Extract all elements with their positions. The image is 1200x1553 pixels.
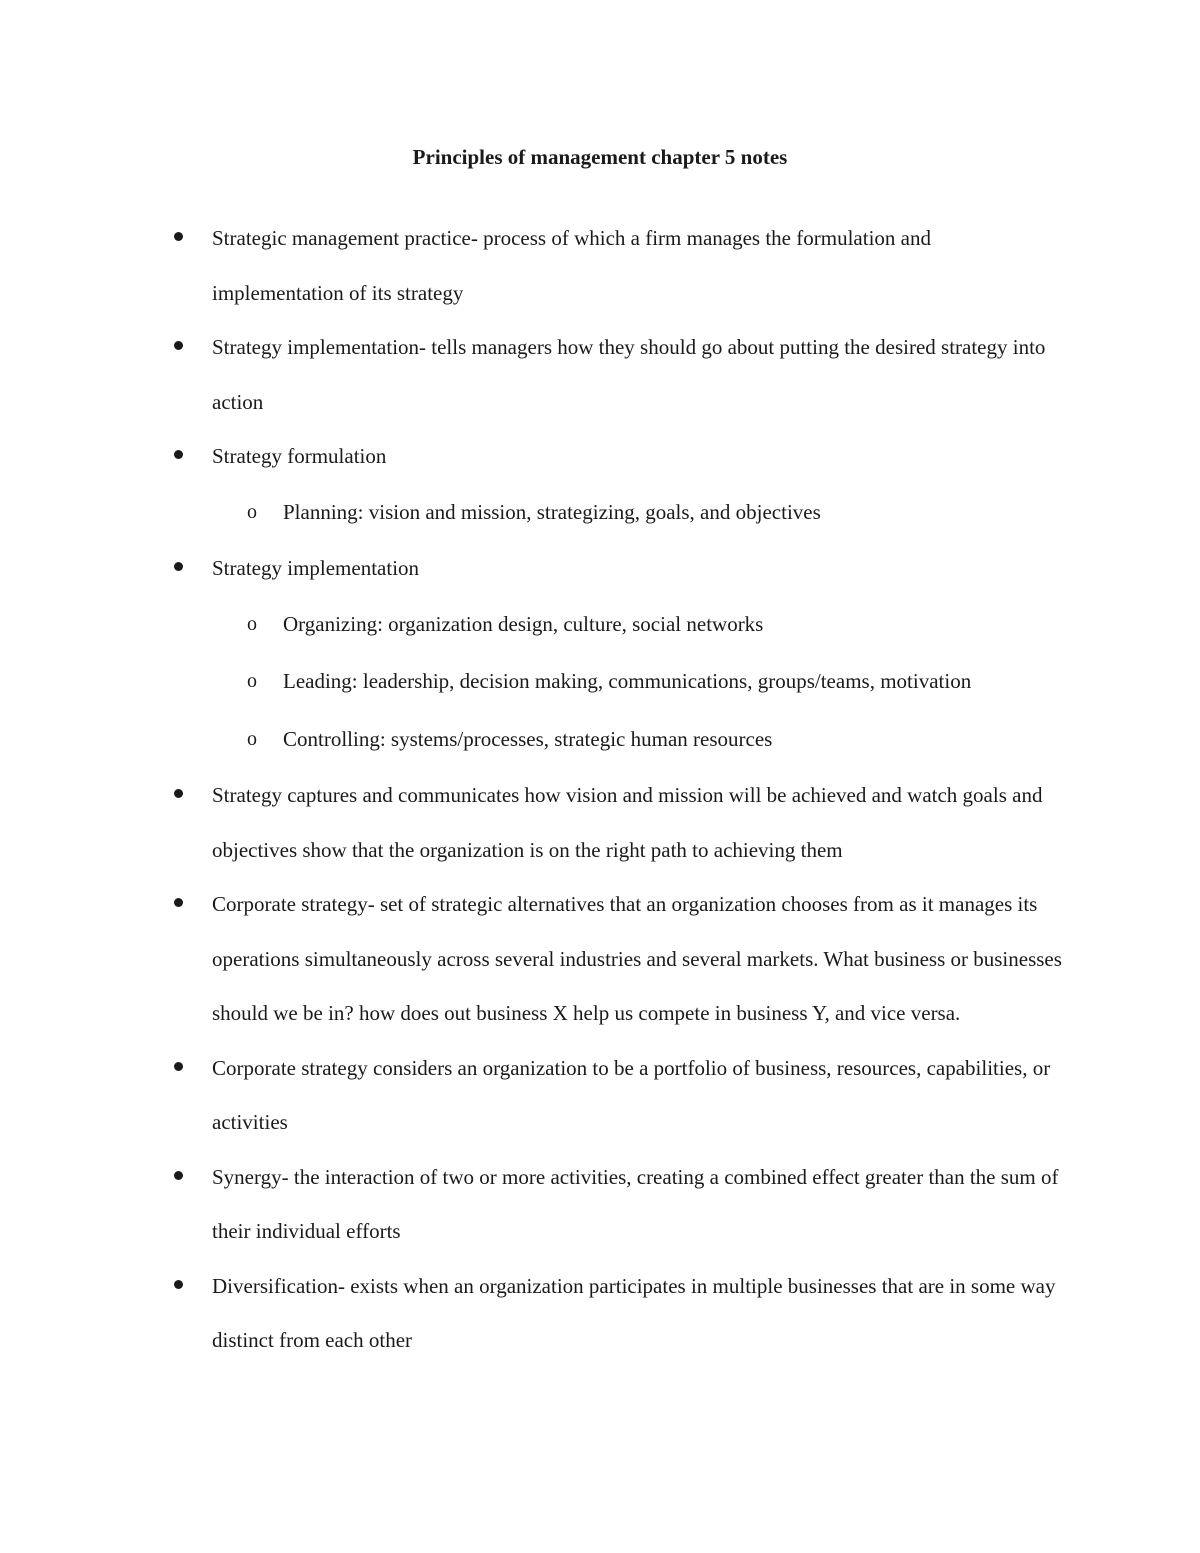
sub-list-item: [0, 596, 1200, 654]
sub-list-item-text: Planning: vision and mission, strategizing, goals, and objectives: [283, 499, 821, 524]
circle-bullet-icon: o: [247, 670, 257, 692]
list-item: [0, 320, 1200, 429]
bullet-icon: [174, 898, 183, 907]
list-item: [0, 211, 1200, 320]
sub-list-item: [0, 653, 1200, 711]
list-item-text: Strategy formulation: [212, 444, 387, 468]
list-item-text: Corporate strategy considers an organization to be a portfolio of business, resources, capabilities, or activities: [212, 1055, 1051, 1134]
bullet-icon: [174, 562, 183, 571]
circle-bullet-icon: o: [247, 500, 257, 523]
bullet-icon: [174, 789, 183, 798]
list-item-text: Strategic management practice- process of which a firm manages the formulation and implementation of its strategy: [212, 226, 931, 305]
sub-list-item-text: Controlling: systems/processes, strategic human resources: [283, 726, 773, 751]
list-item-text: Strategy implementation: [212, 556, 420, 580]
list-item: [0, 1259, 1200, 1368]
sub-list-item: [0, 711, 1200, 769]
bullet-icon: [174, 232, 183, 241]
page-title: Principles of management chapter 5 notes: [412, 145, 788, 169]
list-item-text: Strategy implementation- tells managers how they should go about putting the desired strategy into action: [212, 335, 1046, 414]
bullet-icon: [174, 450, 183, 459]
list-item-text: Strategy captures and communicates how vision and mission will be achieved and watch goals and objectives show that the organization is on the right path to achieving them: [212, 783, 1043, 862]
bullet-icon: [174, 1171, 183, 1180]
list-item: [0, 1150, 1200, 1259]
list-item: [0, 1041, 1200, 1150]
list-item: [0, 768, 1200, 877]
sub-list-item-text: Organizing: organization design, culture, social networks: [283, 611, 764, 636]
list-item-text: Corporate strategy- set of strategic alternatives that an organization chooses from as it manages its operations simultaneously across several industries and several markets. What business or businesses should we be in? how does out business X help us compete in business Y, and vice versa.: [212, 892, 1062, 1025]
circle-bullet-icon: o: [247, 727, 257, 750]
list-item-text: Synergy- the interaction of two or more activities, creating a combined effect greater than the sum of their individual efforts: [212, 1164, 1059, 1243]
bullet-icon: [174, 1062, 183, 1071]
list-item: [0, 541, 1200, 596]
circle-bullet-icon: o: [247, 612, 257, 635]
list-item: [0, 877, 1200, 1041]
bullet-icon: [174, 1280, 183, 1289]
list-item-text: Diversification- exists when an organization participates in multiple businesses that are in some way distinct from each other: [212, 1273, 1056, 1352]
notes-list: [0, 211, 1200, 1368]
sub-list: [0, 596, 1200, 769]
bullet-icon: [174, 341, 183, 350]
sub-list: [0, 484, 1200, 542]
sub-list-item-text: Leading: leadership, decision making, communications, groups/teams, motivation: [283, 669, 972, 693]
list-item: [0, 429, 1200, 484]
sub-list-item: [0, 484, 1200, 542]
